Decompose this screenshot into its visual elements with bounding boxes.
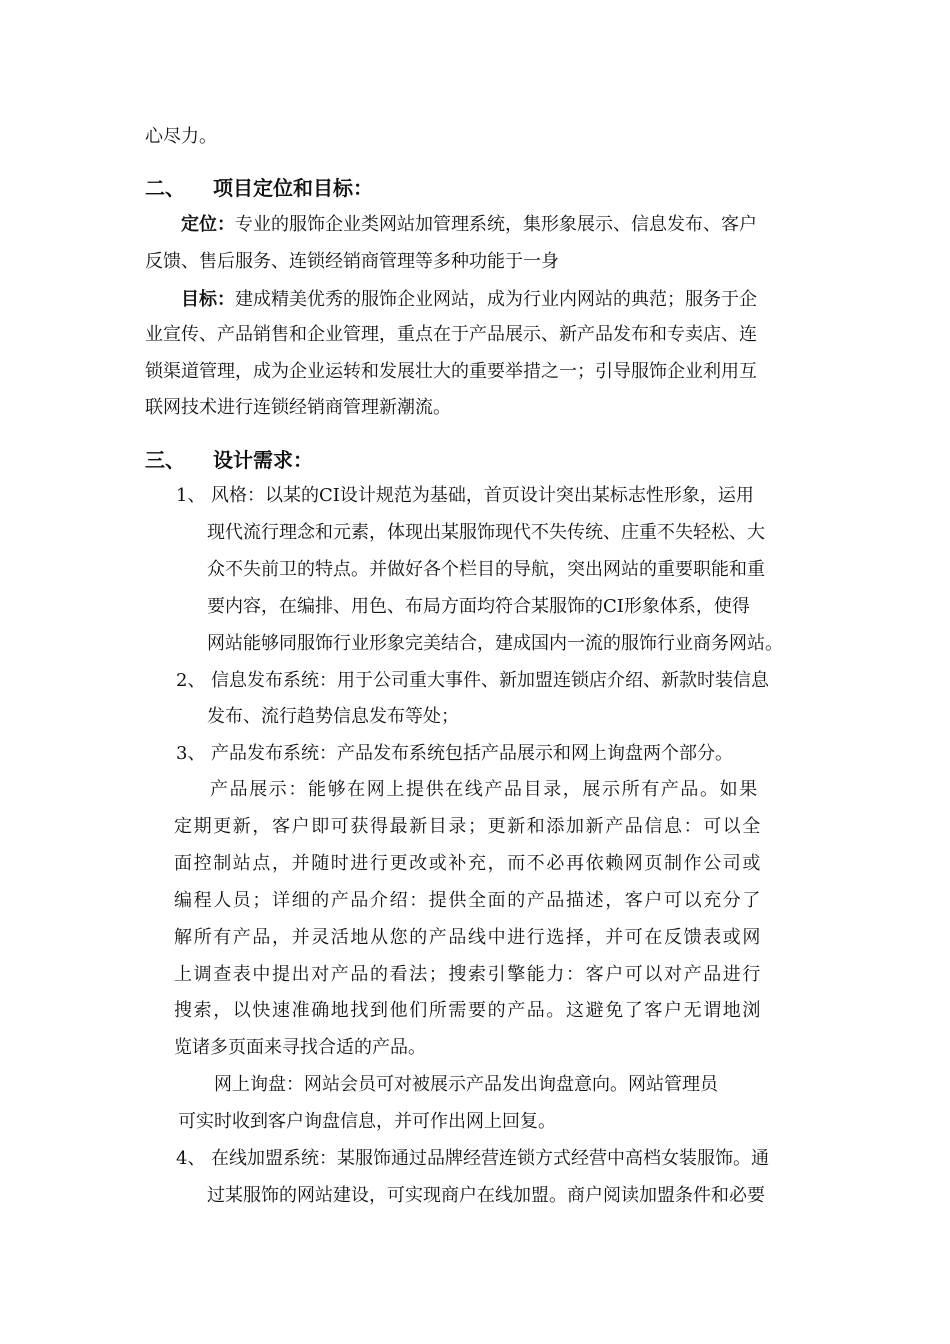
list-item-1: 1、 风格：以某的CI设计规范为基础，首页设计突出某标志性形象，运用 [176, 485, 754, 506]
list-item-4-line-2: 过某服饰的网站建设，可实现商户在线加盟。商户阅读加盟条件和必要 [207, 1185, 765, 1206]
product-display-line-6: 上调查表中提出对产品的看法；搜索引擎能力：客户可以对产品进行 [174, 964, 762, 985]
section-2-title: 项目定位和目标： [213, 176, 373, 200]
goal-line-3: 锁渠道管理，成为企业运转和发展壮大的重要举措之一；引导服饰企业利用互 [145, 361, 757, 382]
product-display-line-4: 编程人员；详细的产品介绍：提供全面的产品描述，客户可以充分了 [174, 890, 762, 911]
product-display-line-7: 搜索，以快速准确地找到他们所需要的产品。这避免了客户无谓地浏 [174, 1000, 762, 1021]
list-item-2-number: 2、 [176, 670, 206, 691]
product-display-line-2: 定期更新，客户即可获得最新目录；更新和添加新产品信息：可以全 [174, 816, 762, 837]
section-3-heading [145, 448, 313, 472]
list-item-1-line-2: 现代流行理念和元素，体现出某服饰现代不失传统、庄重不失轻松、大 [207, 522, 765, 543]
product-display-line-8: 览诸多页面来寻找合适的产品。 [174, 1037, 426, 1058]
list-item-1-line-3: 众不失前卫的特点。并做好各个栏目的导航，突出网站的重要职能和重 [207, 559, 765, 580]
section-3-title: 设计需求： [213, 448, 313, 472]
list-item-1-line-5: 网站能够同服饰行业形象完美结合，建成国内一流的服饰行业商务网站。 [207, 633, 783, 654]
product-display-line-5: 解所有产品，并灵活地从您的产品线中进行选择，并可在反馈表或网 [174, 927, 762, 948]
section-3-number: 三、 [145, 448, 185, 472]
goal-label: 目标： [181, 289, 235, 310]
product-display-line-3: 面控制站点，并随时进行更改或补充，而不必再依赖网页制作公司或 [174, 853, 762, 874]
goal-line-4: 联网技术进行连锁经销商管理新潮流。 [145, 397, 451, 418]
list-item-1-number: 1、 [176, 485, 206, 506]
positioning-label: 定位： [181, 214, 235, 235]
intro-tail-text: 心尽力。 [145, 126, 217, 147]
section-2-heading [145, 176, 373, 200]
list-item-2-line-2: 发布、流行趋势信息发布等处； [207, 706, 459, 727]
section-2-number: 二、 [145, 176, 185, 200]
goal-line-2: 业宣传、产品销售和企业管理，重点在于产品展示、新产品发布和专卖店、连 [145, 324, 757, 345]
goal-line-1: 目标：建成精美优秀的服饰企业网站，成为行业内网站的典范；服务于企 [181, 289, 757, 310]
online-inquiry-line-2: 可实时收到客户询盘信息，并可作出网上回复。 [178, 1111, 556, 1132]
list-item-1-line-4: 要内容，在编排、用色、布局方面均符合某服饰的CI形象体系，使得 [207, 596, 750, 617]
list-item-4-number: 4、 [176, 1148, 206, 1169]
product-display-line-1: 产品展示：能够在网上提供在线产品目录，展示所有产品。如果 [210, 779, 759, 800]
list-item-4: 4、 在线加盟系统：某服饰通过品牌经营连锁方式经营中高档女装服饰。通 [176, 1148, 769, 1169]
positioning-line-2: 反馈、售后服务、连锁经销商管理等多种功能于一身 [145, 251, 559, 272]
list-item-3-number: 3、 [176, 743, 206, 764]
list-item-3: 3、 产品发布系统：产品发布系统包括产品展示和网上询盘两个部分。 [176, 743, 733, 764]
positioning-line-1: 定位：专业的服饰企业类网站加管理系统，集形象展示、信息发布、客户 [181, 214, 757, 235]
list-item-2: 2、 信息发布系统：用于公司重大事件、新加盟连锁店介绍、新款时装信息 [176, 670, 769, 691]
online-inquiry-line-1: 网上询盘：网站会员可对被展示产品发出询盘意向。网站管理员 [214, 1074, 718, 1095]
